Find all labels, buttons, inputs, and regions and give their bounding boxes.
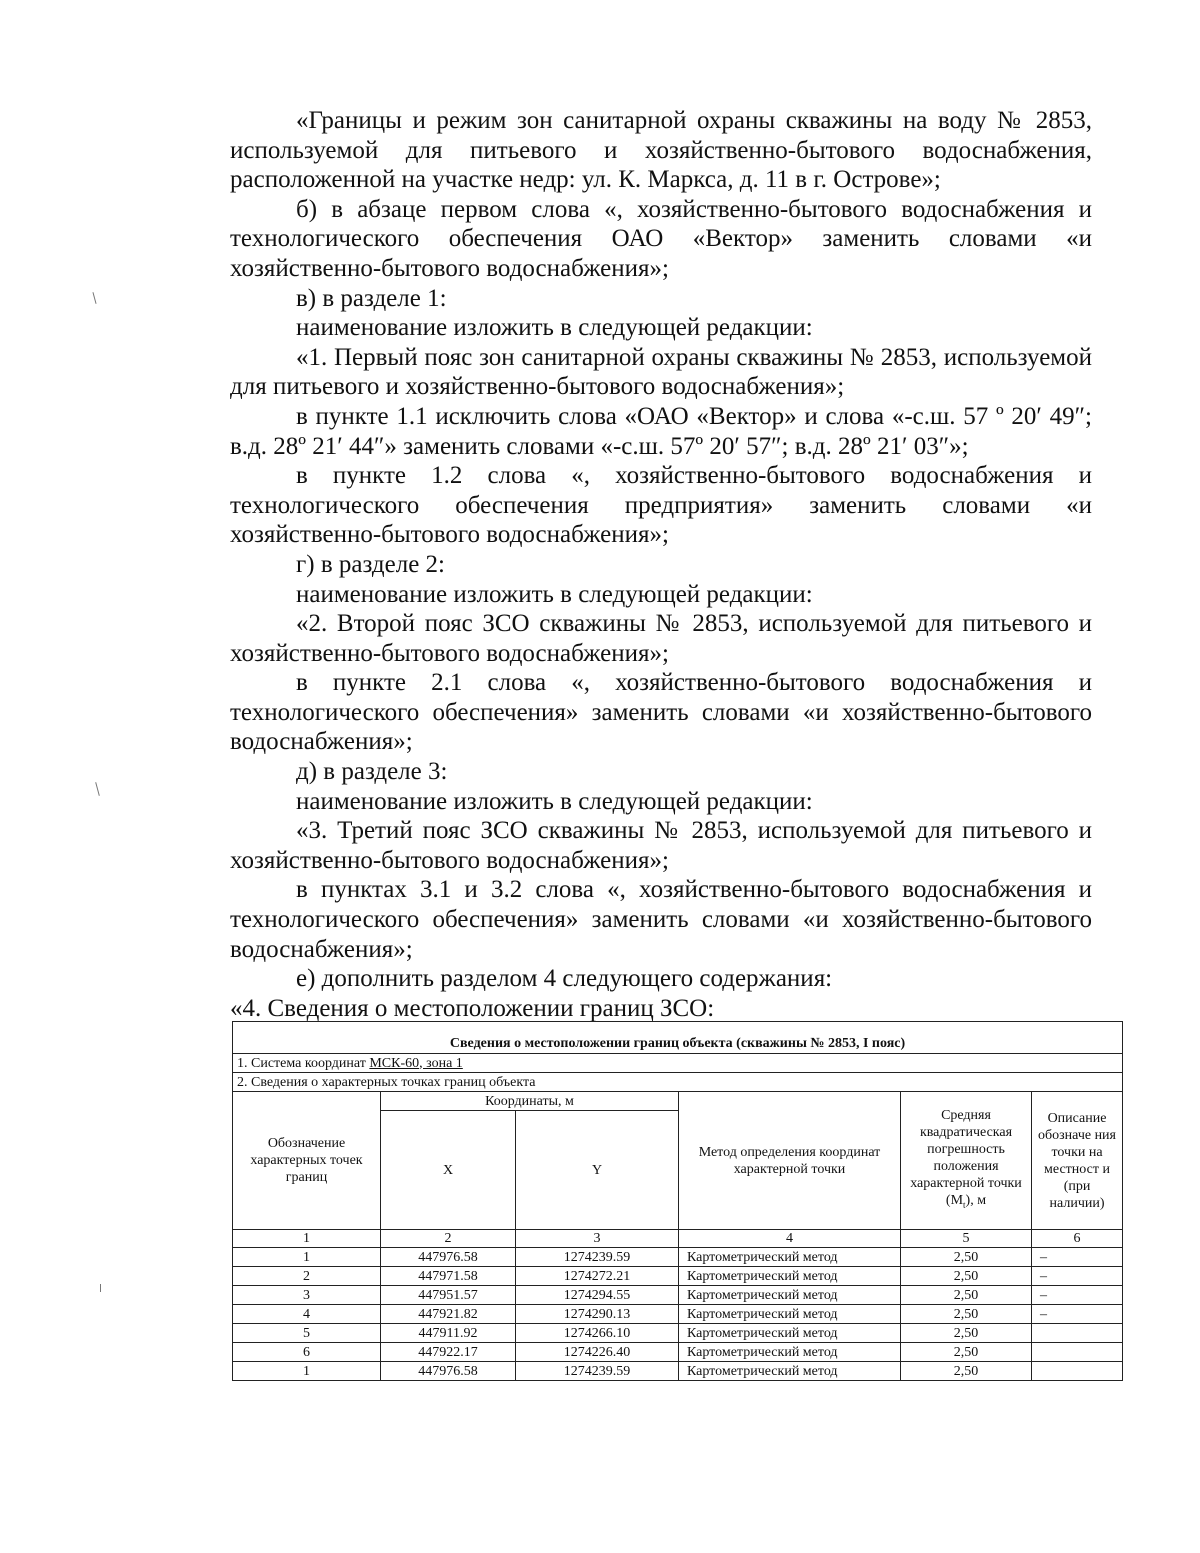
paragraph: в пункте 1.1 исключить слова «ОАО «Вектор» и слова «-с.ш. 57 º 20′ 49″; в.д. 28º 21′ 44″» заменить словами «-с.ш. 57º 20′ 57″; в.д. 28º 21′ 03″»; [230, 402, 1092, 460]
paragraph: наименование изложить в следующей редакции: [296, 787, 813, 815]
cell-method: Картометрический метод [679, 1248, 901, 1267]
cell-x: 447971.58 [381, 1267, 516, 1286]
cell-y: 1274294.55 [516, 1286, 679, 1305]
cell-x: 447976.58 [381, 1248, 516, 1267]
cell-error: 2,50 [901, 1324, 1032, 1343]
cell-point: 4 [233, 1305, 381, 1324]
cell-error: 2,50 [901, 1362, 1032, 1381]
paragraph: е) дополнить разделом 4 следующего содержания: [296, 965, 833, 993]
cell-point: 3 [233, 1286, 381, 1305]
cell-y: 1274239.59 [516, 1248, 679, 1267]
col-number: 1 [233, 1230, 381, 1248]
header-method: Метод определения координат характерной точки [679, 1092, 901, 1230]
cell-method: Картометрический метод [679, 1362, 901, 1381]
cell-error: 2,50 [901, 1343, 1032, 1362]
paragraph: «2. Второй пояс ЗСО скважины № 2853, используемой для питьевого и хозяйственно-бытового водоснабжения»; [230, 610, 1092, 667]
cell-x: 447911.92 [381, 1324, 516, 1343]
col-number: 4 [679, 1230, 901, 1248]
cell-desc: – [1032, 1305, 1123, 1324]
paragraph: «3. Третий пояс ЗСО скважины № 2853, используемой для питьевого и хозяйственно-бытового водоснабжения»; [230, 817, 1092, 874]
points-title: 2. Сведения о характерных точках границ объекта [233, 1073, 1123, 1092]
cell-error: 2,50 [901, 1305, 1032, 1324]
boundary-table [232, 1021, 1123, 1381]
coordinate-system: 1. Система координат МСК-60, зона 1 [233, 1054, 1123, 1073]
table-row [233, 1305, 1123, 1324]
cell-point: 2 [233, 1267, 381, 1286]
table-row [233, 1362, 1123, 1381]
cell-point: 6 [233, 1343, 381, 1362]
cell-point: 1 [233, 1362, 381, 1381]
paragraph: в пунктах 3.1 и 3.2 слова «, хозяйственно-бытового водоснабжения и технологического обеспечения» заменить словами «и хозяйственно-бытового водоснабжения»; [230, 876, 1092, 963]
cell-y: 1274266.10 [516, 1324, 679, 1343]
paragraph: «Границы и режим зон санитарной охраны скважины на воду № 2853, используемой для питьевого и хозяйственно-бытового водоснабжения, расположенной на участке недр: ул. К. Маркса, д. 11 в г. Острове»; [230, 107, 1092, 194]
cell-desc: – [1032, 1248, 1123, 1267]
cell-x: 447951.57 [381, 1286, 516, 1305]
paragraph: д) в разделе 3: [296, 758, 448, 786]
cell-desc [1032, 1343, 1123, 1362]
table-row [233, 1324, 1123, 1343]
cell-method: Картометрический метод [679, 1267, 901, 1286]
cell-method: Картометрический метод [679, 1305, 901, 1324]
cell-x: 447922.17 [381, 1343, 516, 1362]
col-number: 6 [1032, 1230, 1123, 1248]
cell-method: Картометрический метод [679, 1343, 901, 1362]
col-number: 3 [516, 1230, 679, 1248]
scan-mark [92, 292, 96, 304]
header-point: Обозначение характерных точек границ [233, 1092, 381, 1230]
cell-y: 1274226.40 [516, 1343, 679, 1362]
cell-y: 1274239.59 [516, 1362, 679, 1381]
cell-y: 1274290.13 [516, 1305, 679, 1324]
scan-mark [100, 1284, 101, 1292]
table-row [233, 1267, 1123, 1286]
section-title: «4. Сведения о местоположении границ ЗСО: [230, 994, 715, 1022]
cell-error: 2,50 [901, 1248, 1032, 1267]
col-number: 2 [381, 1230, 516, 1248]
coordinate-system-value: МСК-60, зона 1 [369, 1055, 463, 1071]
header-error: Средняя квадратическая погрешность положения характерной точки $(M_t)$, м [901, 1092, 1032, 1230]
cell-method: Картометрический метод [679, 1324, 901, 1343]
cell-x: 447921.82 [381, 1305, 516, 1324]
cell-point: 5 [233, 1324, 381, 1343]
document-body [230, 106, 1092, 1023]
paragraph: г) в разделе 2: [296, 550, 445, 578]
table-row [233, 1248, 1123, 1267]
cell-desc [1032, 1362, 1123, 1381]
paragraph: «1. Первый пояс зон санитарной охраны скважины № 2853, используемой для питьевого и хозяйственно-бытового водоснабжения»; [230, 343, 1092, 401]
cell-desc: – [1032, 1286, 1123, 1305]
paragraph: наименование изложить в следующей редакции: [296, 314, 813, 342]
header-y: Y [516, 1111, 679, 1230]
table-row [233, 1343, 1123, 1362]
paragraph: в пункте 1.2 слова «, хозяйственно-бытового водоснабжения и технологического обеспечения предприятия» заменить словами «и хозяйственно-бытового водоснабжения»; [230, 462, 1092, 549]
header-desc: Описание обозначе ния точки на местност и (при наличии) [1032, 1092, 1123, 1230]
cell-point: 1 [233, 1248, 381, 1267]
table-caption: Сведения о местоположении границ объекта (скважины № 2853, I пояс) [233, 1022, 1123, 1054]
paragraph: в пункте 2.1 слова «, хозяйственно-бытового водоснабжения и технологического обеспечения» заменить словами «и хозяйственно-бытового водоснабжения»; [230, 669, 1092, 756]
header-coords: Координаты, м [381, 1092, 679, 1111]
scan-mark [95, 782, 100, 796]
paragraph: б) в абзаце первом слова «, хозяйственно-бытового водоснабжения и технологического обеспечения ОАО «Вектор» заменить словами «и хозяйственно-бытового водоснабжения»; [230, 195, 1092, 282]
col-number: 5 [901, 1230, 1032, 1248]
paragraph: наименование изложить в следующей редакции: [296, 580, 813, 608]
paragraph: в) в разделе 1: [296, 284, 447, 312]
cell-x: 447976.58 [381, 1362, 516, 1381]
table-row [233, 1286, 1123, 1305]
cell-method: Картометрический метод [679, 1286, 901, 1305]
cell-y: 1274272.21 [516, 1267, 679, 1286]
cell-error: 2,50 [901, 1286, 1032, 1305]
header-x: X [381, 1111, 516, 1230]
cell-desc [1032, 1324, 1123, 1343]
cell-error: 2,50 [901, 1267, 1032, 1286]
cell-desc: – [1032, 1267, 1123, 1286]
